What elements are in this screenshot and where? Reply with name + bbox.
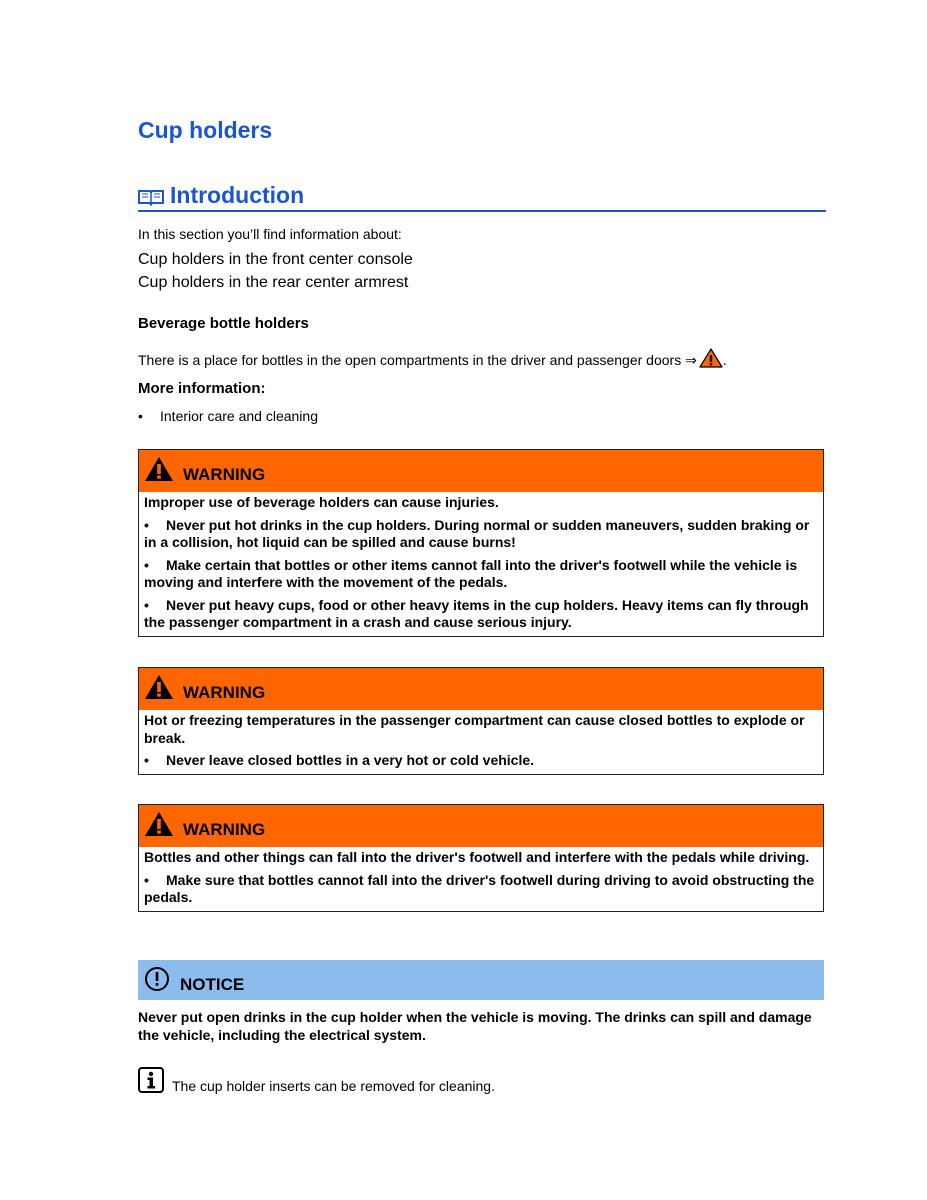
- warning-bullet: [144, 517, 818, 552]
- warning-header: [139, 668, 823, 710]
- warning-bullet: [144, 557, 818, 592]
- warning-bullet-text: Never leave closed bottles in a very hot or cold vehicle.: [166, 752, 535, 768]
- beverage-text-end: .: [722, 352, 727, 368]
- warning-lead: Improper use of beverage holders can cause injuries.: [144, 494, 499, 510]
- warning-bullet-text: Never put hot drinks in the cup holders. During normal or sudden maneuvers, sudden braking or in a collision, hot liquid can be spilled and cause burns!: [144, 516, 810, 550]
- warning-bullet-text: Never put heavy cups, food or other heavy items in the cup holders. Heavy items can fly through the passenger compartment in a crash and cause serious injury.: [144, 596, 809, 630]
- warning-lead: Hot or freezing temperatures in the passenger compartment can cause closed bottles to explode or break.: [144, 712, 805, 746]
- bullet: •: [144, 752, 149, 768]
- warning-box-temperature: [138, 667, 824, 775]
- more-info-heading: More information:: [138, 380, 266, 397]
- beverage-paragraph: [138, 348, 727, 369]
- warning-label: WARNING: [183, 465, 266, 484]
- warning-bullet-text: Make certain that bottles or other items cannot fall into the driver's footwell while the vehicle is moving and interfere with the movement of the pedals.: [144, 556, 798, 590]
- warning-triangle-icon: [144, 811, 174, 837]
- bullet: •: [138, 408, 143, 424]
- warning-bullet-text: Make sure that bottles cannot fall into the driver's footwell during driving to avoid obstructing the pedals.: [144, 871, 815, 905]
- warning-bullet: [144, 752, 818, 770]
- page-title: Cup holders: [138, 117, 273, 143]
- warning-ref-icon[interactable]: [699, 348, 723, 368]
- warning-body: [139, 710, 823, 774]
- beverage-heading: Beverage bottle holders: [138, 315, 309, 332]
- notice-exclamation-icon: [144, 966, 170, 992]
- warning-box-footwell: [138, 804, 824, 912]
- intro-lead: In this section you’ll find information about:: [138, 226, 402, 242]
- info-icon: [138, 1067, 164, 1093]
- warning-label: WARNING: [183, 683, 266, 702]
- link-front-console[interactable]: Cup holders in the front center console: [138, 251, 413, 268]
- warning-triangle-icon: [144, 456, 174, 482]
- warning-header: [139, 450, 823, 492]
- warning-label: WARNING: [183, 820, 266, 839]
- link-interior-care[interactable]: Interior care and cleaning: [160, 408, 318, 424]
- warning-body: [139, 847, 823, 911]
- section-header: [138, 180, 826, 212]
- info-tip: [138, 1067, 824, 1095]
- link-rear-armrest[interactable]: Cup holders in the rear center armrest: [138, 274, 409, 291]
- book-icon: [138, 188, 164, 206]
- bullet: •: [144, 516, 149, 533]
- warning-lead: Bottles and other things can fall into the driver's footwell and interfere with the pedals while driving.: [144, 849, 810, 865]
- warning-box-injuries: [138, 449, 824, 637]
- section-title: Introduction: [170, 182, 305, 208]
- notice-header: [138, 960, 824, 1000]
- bullet: •: [144, 596, 149, 613]
- warning-bullet: [144, 872, 818, 907]
- warning-header: [139, 805, 823, 847]
- bullet: •: [144, 871, 149, 888]
- beverage-text: There is a place for bottles in the open compartments in the driver and passenger doors ⇒: [138, 352, 697, 368]
- notice-label: NOTICE: [180, 975, 245, 994]
- info-text: The cup holder inserts can be removed for cleaning.: [172, 1078, 495, 1094]
- warning-bullet: [144, 597, 818, 632]
- notice-text: Never put open drinks in the cup holder when the vehicle is moving. The drinks can spill and damage the vehicle, including the electrical system.: [138, 1009, 812, 1043]
- bullet: •: [144, 556, 149, 573]
- more-info-item: [138, 408, 318, 424]
- warning-triangle-icon: [144, 674, 174, 700]
- warning-body: [139, 492, 823, 636]
